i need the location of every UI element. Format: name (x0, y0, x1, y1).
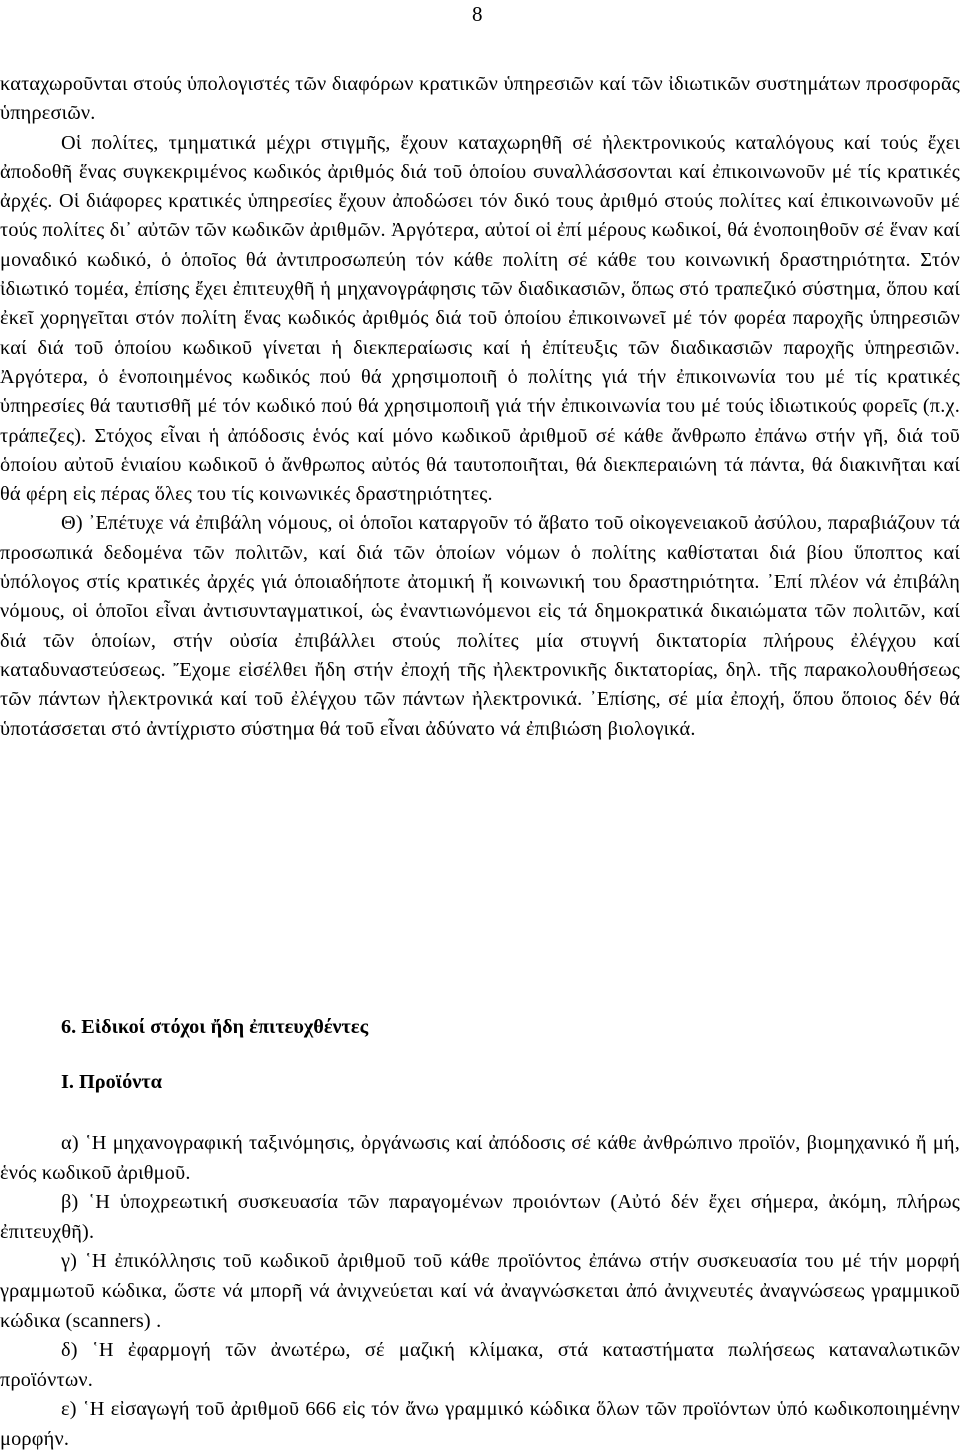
subsection-heading: Ι. Προϊόντα (61, 1071, 162, 1093)
page-number: 8 (472, 2, 483, 26)
list-item: β) ῾Η ὑποχρεωτική συσκευασία τῶν παραγομένων προιόντων (Αὐτό δέν ἔχει σήμερα, ἀκόμη, πλήρως ἐπιτευχθῆ). (0, 1191, 960, 1243)
paragraph-citizens-registration: Οἱ πολίτες, τμηματικά μέχρι στιγμῆς, ἔχουν καταχωρηθῆ σέ ἠλεκτρονικούς καταλόγους καί τούς ἔχει ἀποδοθῆ ἕνας συγκεκριμένος κωδικός ἀριθμός διά τοῦ ὁποίου συναλλάσσονται καί ἐπικοινωνοῦν μέ τίς κρατικές ἀρχές. Οἱ διάφορες κρατικές ὑπηρεσίες ἔχουν ἀποδώσει τόν δικό τους ἀριθμό στούς πολίτες καί ἐπικοινωνοῦν μέ τούς πολίτες δι᾽ αὐτῶν τῶν κωδικῶν ἀριθμῶν. Ἀργότερα, αὐτοί οἱ ἐπί μέρους κωδικοί, θά ἑνοποιηθοῦν σέ ἕναν καί μοναδικό κωδικό, ὁ ὁποῖος θά ἀντιπροσωπεύη τόν κάθε πολίτη σέ κάθε του κοινωνική δραστηριότητα. Στόν ἰδιωτικό τομέα, ἐπίσης ἔχει ἐπιτευχθῆ ἡ μηχανογράφησις τῶν διαδικασιῶν, ὅπως στό τραπεζικό σύστημα, ὅπου καί ἐκεῖ χορηγεῖται στόν πολίτη ἕνας κωδικός ἀριθμός διά τοῦ ὁποίου ἐπικοινωνεῖ μέ τόν φορέα παροχῆς ὑπηρεσιῶν καί διά τοῦ ὁποίου κωδικοῦ γίνεται ἡ διεκπεραίωσις καί ἡ ἐπίτευξις τῶν διαδικασιῶν παροχῆς ὑπηρεσιῶν. Ἀργότερα, ὁ ἑνοποιημένος κωδικός πού θά χρησιμοποιῆ ὁ πολίτης γιά τήν ἐπικοινωνία του μέ τίς κρατικές ὑπηρεσίες θά ταυτισθῆ μέ τόν κωδικό πού θά χρησιμοποιῆ γιά τήν ἐπικοινωνία του μέ τούς ἰδιωτικούς φορεῖς (π.χ. τράπεζες). Στόχος εἶναι ἡ ἀπόδοσις ἑνός καί μόνο κωδικοῦ ἀριθμοῦ σέ κάθε ἄνθρωπο ἐπάνω στήν γῆ, διά τοῦ ὁποίου αὐτοῦ ἑνιαίου κωδικοῦ ὁ ἄνθρωπος αὐτός θά ταυτοποιῆται, θά διεκπεραιώνη τά πάντα, θά διακινῆται καί θά φέρη εἰς πέρας ὅλες του τίς κοινωνικές δραστηριότητες. (0, 131, 960, 506)
list-item: δ) ῾Η ἐφαρμογή τῶν ἀνωτέρω, σέ μαζική κλίμακα, στά καταστήματα πωλήσεως καταναλωτικῶν προϊόντων. (0, 1339, 960, 1391)
section-heading: 6. Εἰδικοί στόχοι ἤδη ἐπιτευχθέντες (61, 1016, 369, 1038)
list-item: α) ῾Η μηχανογραφική ταξινόμησις, ὀργάνωσις καί ἀπόδοσις σέ κάθε ἀνθρώπινο προϊόν, βιομηχανικό ἤ μή, ἑνός κωδικοῦ ἀριθμοῦ. (0, 1132, 960, 1184)
products-list (0, 1129, 960, 1455)
list-item: ε) ῾Η εἰσαγωγή τοῦ ἀριθμοῦ 666 εἰς τόν ἄνω γραμμικό κώδικα ὅλων τῶν προϊόντων ὑπό κωδικοποιημένην μορφήν. (0, 1398, 960, 1450)
body-text (0, 70, 960, 744)
paragraph-continuation: καταχωροῦνται στούς ὑπολογιστές τῶν διαφόρων κρατικῶν ὑπηρεσιῶν καί τῶν ἰδιωτικῶν συστημάτων προσφορᾶς ὑπηρεσιῶν. (0, 73, 960, 125)
paragraph-theta-laws: Θ) ᾿Επέτυχε νά ἐπιβάλη νόμους, οἱ ὁποῖοι καταργοῦν τό ἄβατο τοῦ οἰκογενειακοῦ ἀσύλου, παραβιάζουν τά προσωπικά δεδομένα τῶν πολιτῶν, καί διά τῶν ὁποίων νόμων ὁ πολίτης καθίσταται διά βίου ὕποπτος καί ὑπόλογος στίς κρατικές ἀρχές γιά ὁποιαδήποτε ἀτομική ἤ κοινωνική του δραστηριότητα. ᾿Επί πλέον νά ἐπιβάλη νόμους, οἱ ὁποῖοι εἶναι ἀντισυνταγματικοί, ὡς ἐναντιωνόμενοι εἰς τά δημοκρατικά δικαιώματα τῶν πολιτῶν, καί διά τῶν ὁποίων, στήν οὐσία ἐπιβάλλει στούς πολίτες μία στυγνή δικτατορία πλήρους ἐλέγχου καί καταδυναστεύσεως. Ἔχομε εἰσέλθει ἤδη στήν ἐποχή τῆς ἠλεκτρονικῆς δικτατορίας, δηλ. τῆς παρακολουθήσεως τῶν πάντων ἠλεκτρονικά καί τοῦ ἐλέγχου τῶν πάντων ἠλεκτρονικά. ᾿Επίσης, σέ μία ἐποχή, ὅπου ὅποιος δέν θά ὑποτάσσεται στό ἀντίχριστο σύστημα θά τοῦ εἶναι ἀδύνατο νά ἐπιβιώση βιολογικά. (0, 512, 960, 740)
list-item: γ) ῾Η ἐπικόλλησις τοῦ κωδικοῦ ἀριθμοῦ τοῦ κάθε προϊόντος ἐπάνω στήν συσκευασία του μέ τήν μορφή γραμμωτοῦ κώδικα, ὥστε νά μπορῆ νά ἀνιχνεύεται καί νά ἀναγνώσκεται ἀπό ἀνιχνευτές ἀναγνώσεως γραμμικοῦ κώδικα (scanners) . (0, 1250, 960, 1332)
